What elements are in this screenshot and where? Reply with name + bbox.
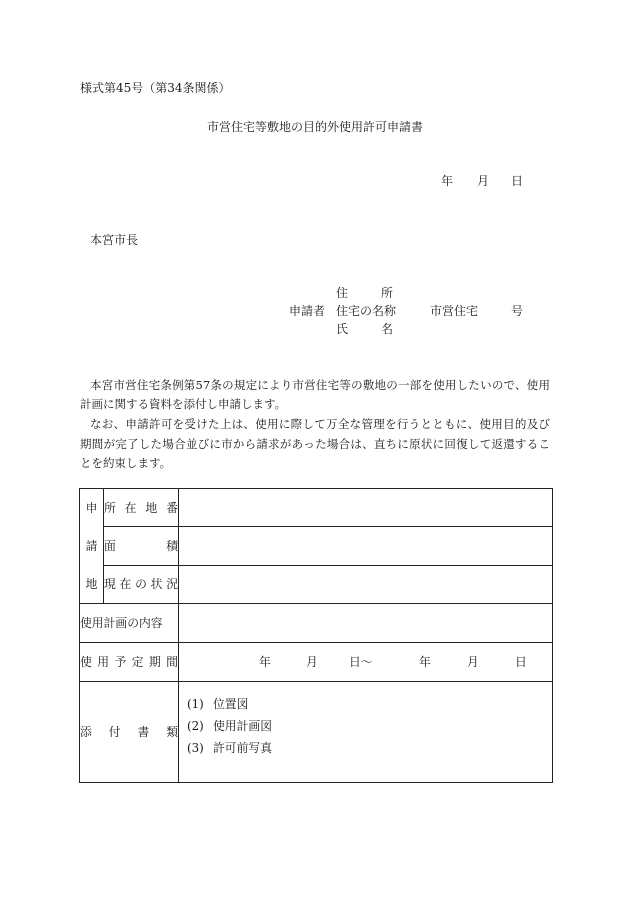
body-text-line: 本宮市営住宅条例第57条の規定により市営住宅等の敷地の一部を使用したいので、使用 — [90, 378, 550, 392]
housing-number-suffix: 号 — [511, 304, 524, 318]
period-label-cell — [80, 643, 179, 682]
housing-prefix: 市営住宅 — [430, 304, 479, 318]
attachment-number: (1) — [187, 697, 204, 711]
applicant-address-label-char1: 住 — [336, 286, 349, 300]
body-text-line: 計画に関する資料を添付し申請します。 — [80, 397, 287, 411]
period-label: 使用予定期間 — [80, 655, 178, 669]
attachments-label: 添付書類 — [80, 725, 178, 739]
table-row-lot-number — [80, 489, 553, 527]
attachments-list — [179, 682, 552, 759]
period-start-day: 日～ — [349, 655, 373, 669]
site-label-char: 請 — [85, 539, 98, 553]
site-label-char: 申 — [85, 501, 98, 515]
list-item — [187, 693, 552, 715]
site-label-cell — [80, 489, 104, 604]
plan-content-label: 使用計画の内容 — [80, 616, 163, 630]
plan-content-value-cell — [179, 604, 553, 643]
area-label: 面積 — [104, 538, 178, 553]
application-details-table — [79, 488, 553, 783]
applicant-name-label-char2: 名 — [381, 322, 394, 336]
body-text-line: とを約束します。 — [80, 456, 172, 470]
lot-number-label: 所在地番 — [104, 500, 178, 515]
table-row-current-state — [80, 565, 553, 603]
period-value-cell — [179, 643, 553, 682]
period-start-year: 年 — [259, 655, 271, 669]
area-value-cell — [179, 527, 553, 565]
lot-number-value-cell — [179, 489, 553, 527]
area-label-cell — [104, 527, 179, 565]
current-state-value-cell — [179, 565, 553, 603]
attachment-label: 許可前写真 — [213, 741, 272, 755]
period-end-year: 年 — [419, 655, 431, 669]
body-text-line: 期間が完了した場合並びに市から請求があった場合は、直ちに原状に回復して返還するこ — [80, 437, 550, 451]
period-start-month: 月 — [306, 655, 318, 669]
form-title: 市営住宅等敷地の目的外使用許可申請書 — [206, 120, 423, 134]
site-label-char: 地 — [85, 577, 98, 591]
lot-number-label-cell — [104, 489, 179, 527]
period-end-month: 月 — [467, 655, 479, 669]
form-number: 様式第45号（第34条関係） — [80, 81, 231, 95]
attachment-number: (3) — [187, 741, 204, 755]
body-text-line: なお、申請許可を受けた上は、使用に際して万全な管理を行うとともに、使用目的及び — [90, 417, 550, 431]
date-year-label: 年 — [441, 174, 454, 188]
table-row-area — [80, 527, 553, 565]
applicant-name-label-char1: 氏 — [336, 322, 349, 336]
period-end-day: 日 — [515, 655, 527, 669]
attachment-number: (2) — [187, 719, 204, 733]
list-item — [187, 715, 552, 737]
attachments-label-cell — [80, 682, 179, 783]
table-row-plan-content — [80, 604, 553, 643]
current-state-label: 現在の状況 — [104, 577, 178, 592]
list-item — [187, 737, 552, 759]
table-row-period — [80, 643, 553, 682]
applicant-label: 申請者 — [289, 304, 326, 318]
addressee: 本宮市長 — [90, 233, 139, 247]
table-row-attachments — [80, 682, 553, 783]
current-state-label-cell — [104, 565, 179, 603]
date-day-label: 日 — [511, 174, 524, 188]
attachments-list-cell — [179, 682, 553, 783]
attachment-label: 位置図 — [213, 697, 249, 711]
attachment-label: 使用計画図 — [213, 719, 272, 733]
plan-content-label-cell — [80, 604, 179, 643]
housing-name-label: 住宅の名称 — [336, 304, 397, 318]
applicant-address-label-char2: 所 — [381, 286, 394, 300]
date-month-label: 月 — [477, 174, 490, 188]
